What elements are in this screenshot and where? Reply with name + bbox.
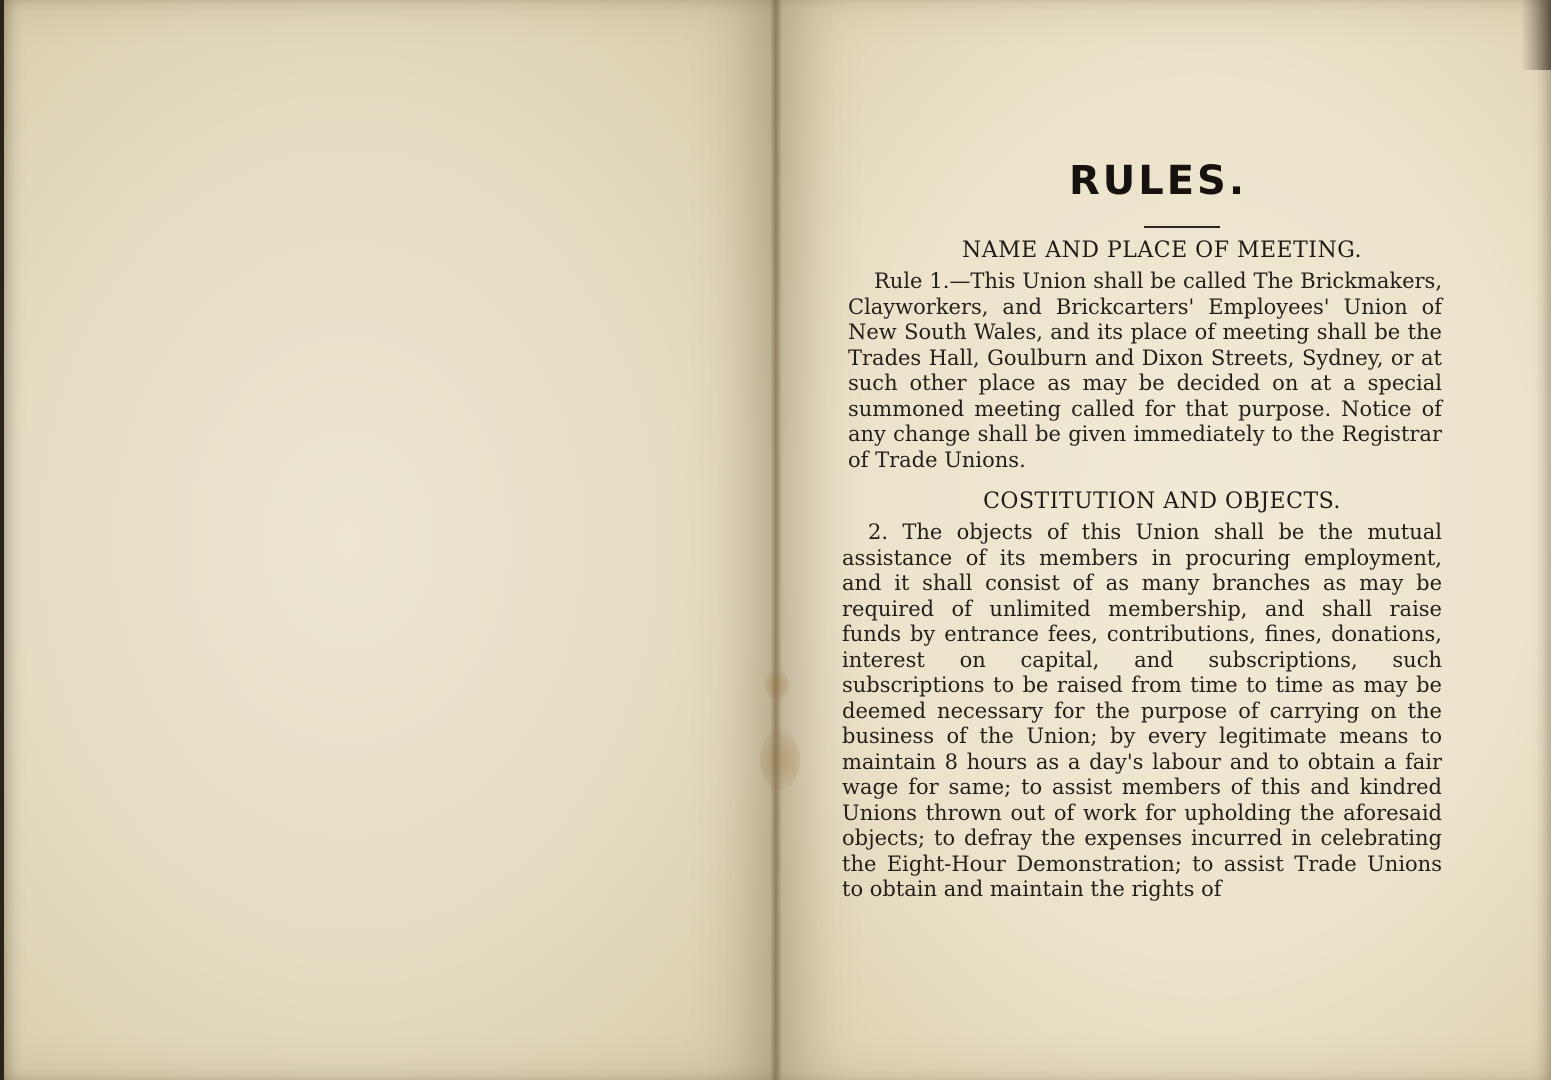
- book-gutter: [770, 0, 782, 1080]
- page-corner-shadow: [1521, 0, 1551, 70]
- section-spacer: [842, 473, 1442, 485]
- rule-1-paragraph: Rule 1.—This Union shall be called The Brickmakers, Clayworkers, and Brickcarters' Employees' Union of New South Wales, and its place of meeting shall be the Trades Hall, Goulburn and Dixon Streets, Sydney, or at such other place as may be decided on at a special summoned meeting called for that purpose. Notice of any change shall be given immediately to the Registrar of Trade Unions.: [848, 269, 1442, 472]
- paper-stain: [765, 670, 789, 700]
- title-divider: [1144, 226, 1220, 228]
- paper-stain: [760, 730, 800, 790]
- section-heading-constitution: COSTITUTION AND OBJECTS.: [983, 489, 1341, 514]
- rules-text-block: [842, 150, 1442, 903]
- section-heading-name-place: NAME AND PLACE OF MEETING.: [961, 238, 1362, 263]
- book-edge: [0, 0, 4, 1080]
- rule-2-paragraph: 2. The objects of this Union shall be the mutual assistance of its members in procuring employment, and it shall consist of as many branches as may be required of unlimited membership, and shall raise funds by entrance fees, contributions, fines, donations, interest on capital, and subscriptions, such subscriptions to be raised from time to time as may be deemed necessary for the purpose of carrying on the business of the Union; by every legitimate means to maintain 8 hours as a day's labour and to obtain a fair wage for same; to assist members of this and kindred Unions thrown out of work for upholding the aforesaid objects; to defray the expenses incurred in celebrating the Eight-Hour Demonstration; to assist Trade Unions to obtain and maintain the rights of: [842, 520, 1442, 901]
- page-title: RULES.: [1068, 158, 1248, 204]
